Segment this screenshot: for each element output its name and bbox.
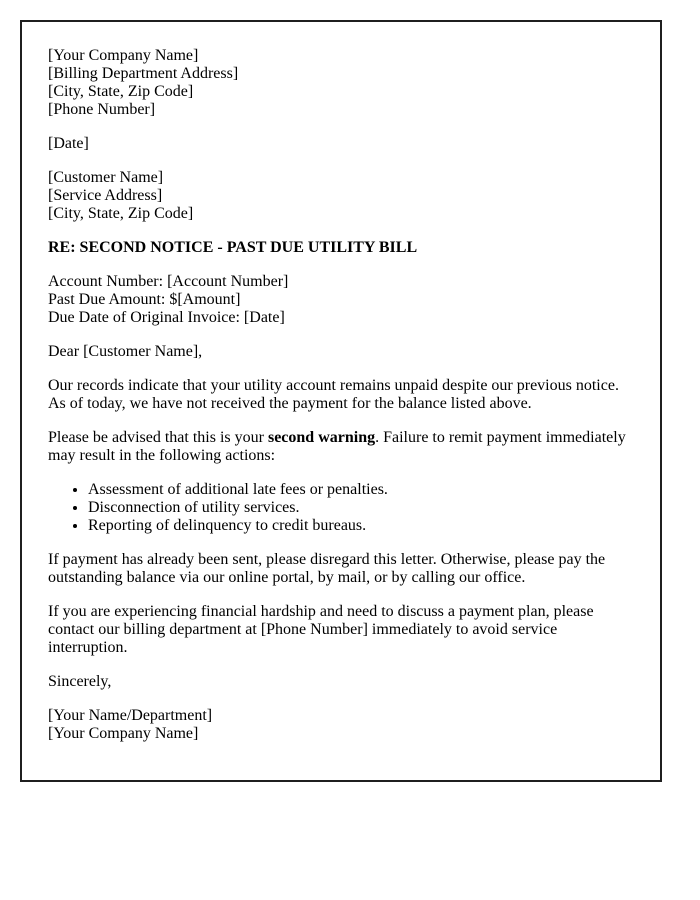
recipient-service-address: [Service Address]	[48, 187, 163, 204]
paragraph-warning	[48, 429, 632, 465]
sender-company-name: [Your Company Name]	[48, 47, 199, 64]
closing: Sincerely,	[48, 673, 112, 690]
recipient-name: [Customer Name]	[48, 169, 164, 186]
sender-address-block	[48, 47, 632, 119]
date-line: [Date]	[48, 135, 89, 152]
paragraph-warning-bold: second warning	[267, 429, 376, 446]
paragraph-warning-pre: Please be advised that this is your	[48, 429, 268, 446]
recipient-city-state-zip: [City, State, Zip Code]	[48, 205, 194, 222]
account-number-line: Account Number: [Account Number]	[48, 273, 289, 290]
subject-line: RE: SECOND NOTICE - PAST DUE UTILITY BILL	[48, 239, 418, 256]
sender-phone: [Phone Number]	[48, 101, 156, 118]
paragraph-disregard: If payment has already been sent, please disregard this letter. Otherwise, please pay the outstanding balance via our online portal, by mail, or by calling our office.	[48, 551, 606, 586]
list-item-late-fees: • Assessment of additional late fees or penalties.	[88, 481, 632, 499]
letter-document	[20, 20, 662, 782]
original-due-date-line: Due Date of Original Invoice: [Date]	[48, 309, 285, 326]
signature-block	[48, 707, 632, 743]
recipient-address-block	[48, 169, 632, 223]
paragraph-records: Our records indicate that your utility account remains unpaid despite our previous notice. As of today, we have not received the payment for the balance listed above.	[48, 377, 619, 412]
paragraph-hardship: If you are experiencing financial hardship and need to discuss a payment plan, please contact our billing department at [Phone Number] immediately to avoid service interruption.	[48, 603, 594, 656]
salutation: Dear [Customer Name],	[48, 343, 203, 360]
paragraph-warning-post: . Failure to remit payment immediately may result in the following actions:	[48, 429, 626, 464]
signature-company-name: [Your Company Name]	[48, 725, 199, 742]
list-item-disconnection: • Disconnection of utility services.	[88, 499, 632, 517]
consequence-list	[48, 481, 632, 535]
sender-city-state-zip: [City, State, Zip Code]	[48, 83, 194, 100]
sender-address: [Billing Department Address]	[48, 65, 239, 82]
account-details-block	[48, 273, 632, 327]
signature-name-department: [Your Name/Department]	[48, 707, 213, 724]
past-due-amount-line: Past Due Amount: $[Amount]	[48, 291, 241, 308]
list-item-credit-reporting: • Reporting of delinquency to credit bureaus.	[88, 517, 632, 535]
